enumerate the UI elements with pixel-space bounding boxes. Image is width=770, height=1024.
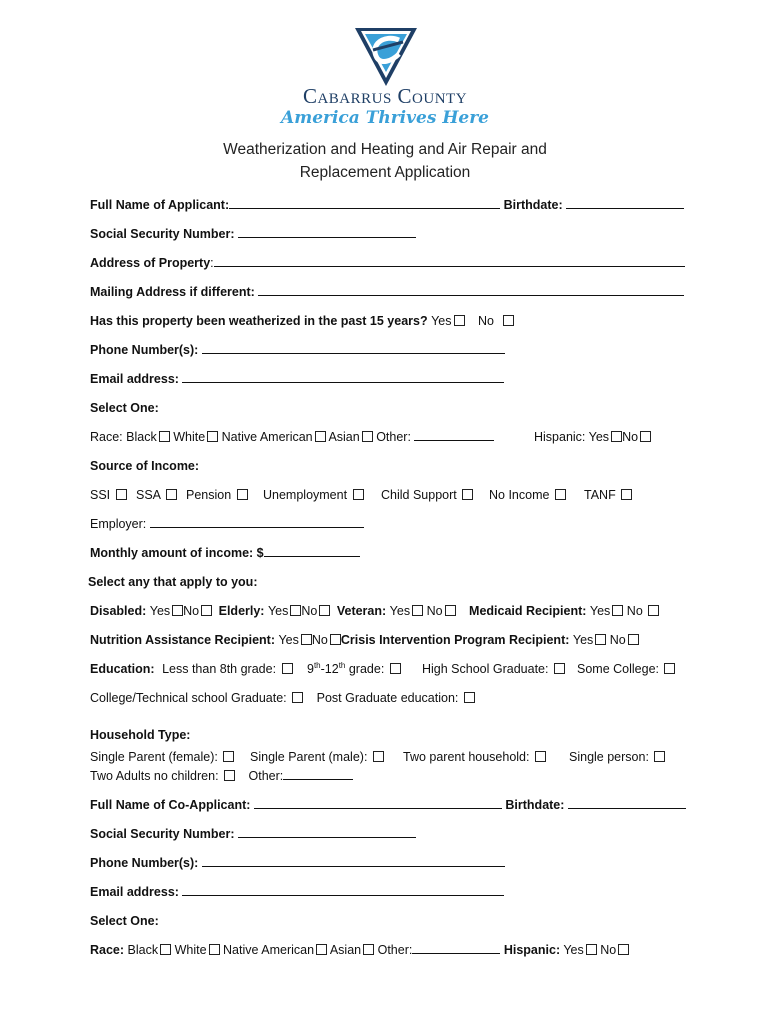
hh-two-parent-label: Two parent household: [403, 750, 530, 764]
co-hispanic-yes-checkbox[interactable] [586, 944, 597, 955]
coapplicant-name-label: Full Name of Co-Applicant: [90, 798, 251, 812]
weatherized-no-checkbox[interactable] [503, 315, 514, 326]
income-ssi-checkbox[interactable] [116, 489, 127, 500]
co-hispanic-yes-label: Yes [563, 943, 584, 957]
elderly-no-checkbox[interactable] [319, 605, 330, 616]
phone-row [90, 341, 505, 359]
disabled-label: Disabled: [90, 604, 147, 618]
applicant-name-field[interactable] [229, 196, 500, 209]
coapplicant-race-row [90, 941, 629, 959]
coapplicant-name-row [90, 796, 686, 814]
veteran-yes-label: Yes [389, 604, 411, 618]
edu-some-college-checkbox[interactable] [664, 663, 675, 674]
co-race-native-checkbox[interactable] [316, 944, 327, 955]
coapplicant-birthdate-field[interactable] [568, 796, 686, 809]
hh-single-male-group [250, 748, 384, 766]
edu-hs-label: High School Graduate: [422, 662, 549, 676]
email-row [90, 370, 504, 388]
crisis-no-label: No [609, 633, 626, 647]
hh-two-parent-group [403, 748, 546, 766]
medicaid-yes-label: Yes [589, 604, 611, 618]
weatherized-row [90, 312, 514, 330]
hh-single-female-checkbox[interactable] [223, 751, 234, 762]
phone-field[interactable] [202, 341, 505, 354]
income-child-support-checkbox[interactable] [462, 489, 473, 500]
edu-hs-checkbox[interactable] [554, 663, 565, 674]
income-pension-group [186, 486, 248, 504]
birthdate-field[interactable] [566, 196, 684, 209]
co-race-white-checkbox[interactable] [209, 944, 220, 955]
race-other-field[interactable] [414, 428, 494, 441]
education-row-2 [90, 689, 475, 707]
co-hispanic-no-label: No [600, 943, 617, 957]
co-race-white-label: White [174, 943, 207, 957]
coapplicant-phone-field[interactable] [202, 854, 505, 867]
hh-single-female-label: Single Parent (female): [90, 750, 218, 764]
co-race-native-label: Native American [223, 943, 315, 957]
edu-college-tech-label: College/Technical school Graduate: [90, 691, 287, 705]
mailing-row [90, 283, 684, 301]
medicaid-label: Medicaid Recipient: [469, 604, 587, 618]
edu-9-12-label-b: -12 [320, 662, 339, 676]
edu-less8-label: Less than 8th grade: [162, 662, 277, 676]
edu-9-12-label-a: 9 [307, 662, 314, 676]
co-race-asian-label: Asian [329, 943, 362, 957]
race-white-label: White [173, 430, 206, 444]
monthly-income-field[interactable] [264, 544, 360, 557]
coapplicant-email-label: Email address: [90, 885, 179, 899]
disabled-yes-checkbox[interactable] [172, 605, 183, 616]
co-hispanic-no-checkbox[interactable] [618, 944, 629, 955]
weatherized-yes-label: Yes [431, 314, 452, 328]
hispanic-yes-label: Hispanic: Yes [534, 430, 610, 444]
race-native-label: Native American [221, 430, 313, 444]
education-row-1 [90, 660, 690, 678]
elderly-label: Elderly: [218, 604, 265, 618]
edu-9-12-sup-a: th [313, 660, 321, 670]
coapplicant-select-one: Select One: [90, 914, 159, 928]
coapplicant-name-field[interactable] [254, 796, 502, 809]
race-black-label: Race: Black [90, 430, 157, 444]
edu-9-12-sup-b: th [338, 660, 346, 670]
org-name: Cabarrus County [302, 84, 468, 108]
birthdate-label: Birthdate: [503, 198, 563, 212]
edu-some-college-group [577, 660, 675, 678]
address-label: Address of Property [90, 256, 211, 270]
hh-two-adults-label: Two Adults no children: [90, 769, 219, 783]
coapplicant-email-row [90, 883, 504, 901]
income-no-income-group [489, 486, 566, 504]
income-pension-label: Pension [186, 488, 232, 502]
phone-label: Phone Number(s): [90, 343, 199, 357]
co-race-other-field[interactable] [412, 941, 500, 954]
disabled-no-label: No [183, 604, 200, 618]
income-child-support-label: Child Support [381, 488, 457, 502]
hh-two-adults-checkbox[interactable] [224, 770, 235, 781]
applicant-name-row [90, 196, 684, 214]
hispanic-no-checkbox[interactable] [640, 431, 651, 442]
employer-field[interactable] [150, 515, 364, 528]
edu-some-college-label: Some College: [577, 662, 659, 676]
employer-label: Employer: [90, 517, 147, 531]
income-child-support-group [381, 486, 473, 504]
income-tanf-checkbox[interactable] [621, 489, 632, 500]
coapplicant-ssn-field[interactable] [238, 825, 416, 838]
crisis-yes-checkbox[interactable] [595, 634, 606, 645]
medicaid-no-label: No [626, 604, 643, 618]
race-black-checkbox[interactable] [159, 431, 170, 442]
employer-row [90, 515, 364, 533]
nutrition-yes-label: Yes [278, 633, 299, 647]
disabled-yes-label: Yes [149, 604, 171, 618]
elderly-no-label: No [301, 604, 318, 618]
income-pension-checkbox[interactable] [237, 489, 248, 500]
ssn-row [90, 225, 416, 243]
medicaid-yes-checkbox[interactable] [612, 605, 623, 616]
medicaid-no-checkbox[interactable] [648, 605, 659, 616]
nutrition-yes-checkbox[interactable] [301, 634, 312, 645]
edu-less8-checkbox[interactable] [282, 663, 293, 674]
nutrition-no-label: No [311, 633, 328, 647]
monthly-income-label: Monthly amount of income: $ [90, 546, 264, 560]
household-heading: Household Type: [90, 728, 191, 742]
hh-two-parent-checkbox[interactable] [535, 751, 546, 762]
weatherized-yes-checkbox[interactable] [454, 315, 465, 326]
income-unemployment-label: Unemployment [263, 488, 348, 502]
income-no-income-checkbox[interactable] [555, 489, 566, 500]
edu-9-12-checkbox[interactable] [390, 663, 401, 674]
mailing-label: Mailing Address if different: [90, 285, 255, 299]
hh-single-person-checkbox[interactable] [654, 751, 665, 762]
income-tanf-label: TANF [584, 488, 616, 502]
income-ssa-group [136, 486, 177, 504]
hispanic-no-label: No [622, 430, 639, 444]
hh-single-person-label: Single person: [569, 750, 649, 764]
coapplicant-ssn-row [90, 825, 416, 843]
edu-hs-group [422, 660, 565, 678]
income-row [90, 486, 690, 504]
edu-9-12-label-c: grade: [345, 662, 385, 676]
household-row-2 [90, 767, 353, 785]
edu-postgrad-label: Post Graduate education: [316, 691, 459, 705]
hh-single-person-group [569, 748, 665, 766]
veteran-label: Veteran: [336, 604, 387, 618]
race-white-checkbox[interactable] [207, 431, 218, 442]
coapplicant-phone-row [90, 854, 505, 872]
income-ssi-group [90, 486, 127, 504]
income-ssi-label: SSI [90, 488, 111, 502]
disabled-no-checkbox[interactable] [201, 605, 212, 616]
edu-postgrad-checkbox[interactable] [464, 692, 475, 703]
address-field[interactable] [214, 254, 685, 267]
edu-college-tech-checkbox[interactable] [292, 692, 303, 703]
race-native-checkbox[interactable] [315, 431, 326, 442]
income-unemployment-checkbox[interactable] [353, 489, 364, 500]
applicant-name-label: Full Name of Applicant: [90, 198, 230, 212]
crisis-label: Crisis Intervention Program Recipient: [340, 633, 570, 647]
co-race-black-label: Black [127, 943, 159, 957]
crisis-no-checkbox[interactable] [628, 634, 639, 645]
address-row: Address of Property: [90, 254, 685, 272]
coapplicant-ssn-label: Social Security Number: [90, 827, 235, 841]
race-row [90, 428, 690, 446]
race-asian-label: Asian [328, 430, 360, 444]
edu-9-12-group [307, 660, 401, 678]
form-title [0, 138, 770, 184]
hispanic-yes-checkbox[interactable] [611, 431, 622, 442]
co-race-black-checkbox[interactable] [160, 944, 171, 955]
apply-heading: Select any that apply to you: [88, 575, 258, 589]
income-no-income-label: No Income [489, 488, 550, 502]
co-race-label: Race: [90, 943, 125, 957]
weatherized-question: Has this property been weatherized in the past 15 years? [90, 314, 428, 328]
email-label: Email address: [90, 372, 179, 386]
nutrition-no-checkbox[interactable] [330, 634, 341, 645]
crisis-yes-label: Yes [572, 633, 594, 647]
education-label: Education: [90, 662, 155, 676]
income-ssa-checkbox[interactable] [166, 489, 177, 500]
hh-other-field[interactable] [283, 767, 353, 780]
co-race-other-label: Other: [377, 943, 413, 957]
elderly-yes-label: Yes [267, 604, 289, 618]
apply-row-2 [90, 631, 639, 649]
hh-single-male-label: Single Parent (male): [250, 750, 368, 764]
mailing-field[interactable] [258, 283, 684, 296]
race-other-label: Other: [376, 430, 411, 444]
veteran-no-label: No [426, 604, 443, 618]
coapplicant-birthdate-label: Birthdate: [505, 798, 565, 812]
hispanic-group [534, 428, 651, 446]
hh-other-label: Other: [248, 769, 284, 783]
tagline: America Thrives Here [281, 108, 489, 128]
income-unemployment-group [263, 486, 364, 504]
veteran-yes-checkbox[interactable] [412, 605, 423, 616]
email-field[interactable] [182, 370, 504, 383]
income-heading: Source of Income: [90, 459, 200, 473]
household-row-1 [90, 748, 690, 766]
income-ssa-label: SSA [136, 488, 161, 502]
apply-row-1 [90, 602, 659, 620]
monthly-income-row [90, 544, 360, 562]
form-title-line-1: Weatherization and Heating and Air Repair and [223, 141, 547, 158]
income-tanf-group [584, 486, 632, 504]
co-hispanic-label: Hispanic: [503, 943, 561, 957]
veteran-no-checkbox[interactable] [445, 605, 456, 616]
county-logo-icon [355, 28, 417, 86]
form-title-line-2: Replacement Application [299, 164, 471, 181]
coapplicant-email-field[interactable] [182, 883, 504, 896]
elderly-yes-checkbox[interactable] [290, 605, 301, 616]
race-asian-checkbox[interactable] [362, 431, 373, 442]
co-race-asian-checkbox[interactable] [363, 944, 374, 955]
coapplicant-phone-label: Phone Number(s): [90, 856, 199, 870]
hh-single-male-checkbox[interactable] [373, 751, 384, 762]
ssn-label: Social Security Number: [90, 227, 235, 241]
weatherized-no-label: No [478, 314, 494, 328]
select-one-heading: Select One: [90, 401, 159, 415]
ssn-field[interactable] [238, 225, 416, 238]
nutrition-label: Nutrition Assistance Recipient: [90, 633, 275, 647]
